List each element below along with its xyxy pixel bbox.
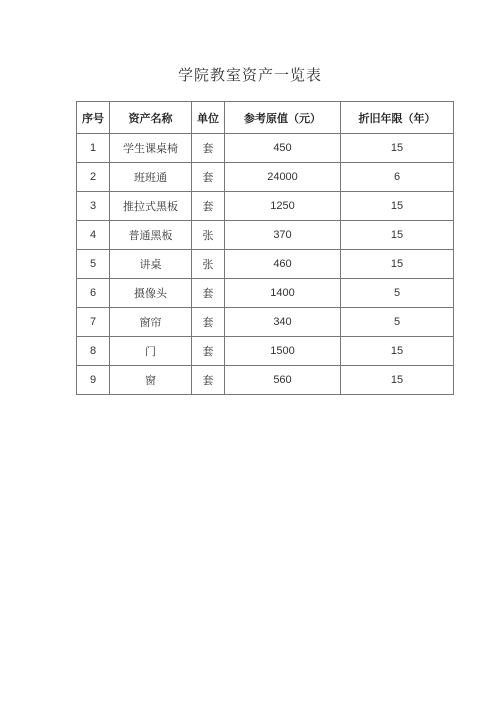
cell-value: 460 <box>225 250 341 279</box>
cell-value: 1400 <box>225 279 341 308</box>
cell-unit: 套 <box>192 192 225 221</box>
page-title: 学院教室资产一览表 <box>177 66 322 84</box>
cell-no: 9 <box>77 366 110 395</box>
header-value: 参考原值（元） <box>225 102 341 134</box>
cell-no: 6 <box>77 279 110 308</box>
cell-no: 7 <box>77 308 110 337</box>
cell-value: 340 <box>225 308 341 337</box>
cell-name: 门 <box>110 337 192 366</box>
cell-value: 24000 <box>225 163 341 192</box>
cell-name: 普通黑板 <box>110 221 192 250</box>
table-header-row <box>77 102 454 134</box>
cell-years: 5 <box>341 308 454 337</box>
table-row <box>77 192 454 221</box>
table-row <box>77 250 454 279</box>
table-row <box>77 221 454 250</box>
table-row <box>77 279 454 308</box>
cell-unit: 套 <box>192 134 225 163</box>
cell-value: 1500 <box>225 337 341 366</box>
cell-name: 推拉式黑板 <box>110 192 192 221</box>
cell-unit: 套 <box>192 366 225 395</box>
cell-no: 5 <box>77 250 110 279</box>
cell-unit: 套 <box>192 163 225 192</box>
header-years: 折旧年限（年） <box>341 102 454 134</box>
cell-no: 3 <box>77 192 110 221</box>
cell-no: 8 <box>77 337 110 366</box>
cell-value: 1250 <box>225 192 341 221</box>
cell-unit: 张 <box>192 221 225 250</box>
cell-name: 窗帘 <box>110 308 192 337</box>
header-unit: 单位 <box>192 102 225 134</box>
cell-no: 2 <box>77 163 110 192</box>
cell-unit: 张 <box>192 250 225 279</box>
cell-name: 讲桌 <box>110 250 192 279</box>
cell-name: 班班通 <box>110 163 192 192</box>
table-row <box>77 134 454 163</box>
cell-years: 15 <box>341 192 454 221</box>
cell-years: 5 <box>341 279 454 308</box>
cell-no: 4 <box>77 221 110 250</box>
asset-table <box>76 101 454 395</box>
header-no: 序号 <box>77 102 110 134</box>
cell-years: 6 <box>341 163 454 192</box>
cell-unit: 套 <box>192 308 225 337</box>
table-row <box>77 163 454 192</box>
table-row <box>77 366 454 395</box>
table-row <box>77 308 454 337</box>
cell-value: 560 <box>225 366 341 395</box>
header-name: 资产名称 <box>110 102 192 134</box>
cell-unit: 套 <box>192 337 225 366</box>
cell-years: 15 <box>341 366 454 395</box>
cell-name: 学生课桌椅 <box>110 134 192 163</box>
cell-name: 窗 <box>110 366 192 395</box>
cell-value: 370 <box>225 221 341 250</box>
cell-years: 15 <box>341 134 454 163</box>
cell-value: 450 <box>225 134 341 163</box>
cell-name: 摄像头 <box>110 279 192 308</box>
cell-unit: 套 <box>192 279 225 308</box>
cell-no: 1 <box>77 134 110 163</box>
table-row <box>77 337 454 366</box>
cell-years: 15 <box>341 250 454 279</box>
cell-years: 15 <box>341 337 454 366</box>
cell-years: 15 <box>341 221 454 250</box>
